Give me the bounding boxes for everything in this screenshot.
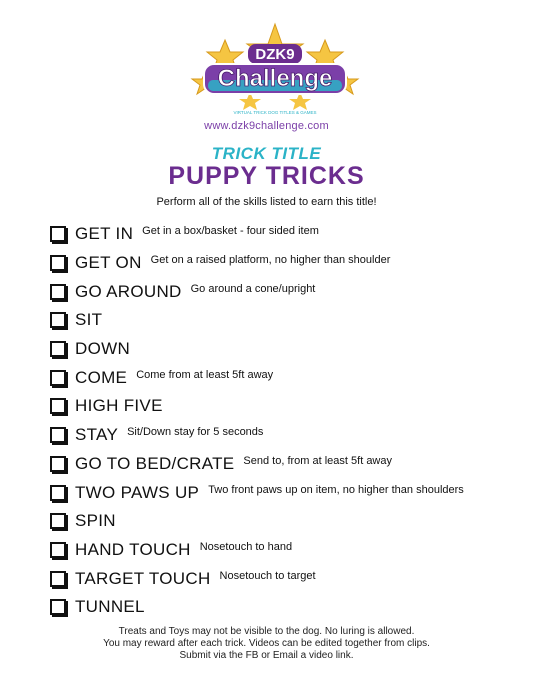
checkbox-icon[interactable] xyxy=(50,284,66,300)
skill-name: HAND TOUCH xyxy=(75,539,191,559)
skill-item-high-five xyxy=(50,392,520,421)
website-url[interactable]: www.dzk9challenge.com xyxy=(204,120,329,132)
checkbox-icon[interactable] xyxy=(50,312,66,328)
skill-description: Two front paws up on item, no higher than shoulders xyxy=(208,483,464,496)
skill-item-come xyxy=(50,363,520,392)
skill-name: HIGH FIVE xyxy=(75,396,163,416)
skill-description: Nosetouch to hand xyxy=(199,540,293,553)
checkbox-icon[interactable] xyxy=(50,341,66,357)
skill-item-go-around xyxy=(50,277,520,306)
skill-name: GET IN xyxy=(75,224,134,244)
skill-item-two-paws-up xyxy=(50,478,520,507)
title-kicker: TRICK TITLE xyxy=(211,144,322,163)
skill-item-go-to-bed xyxy=(50,450,520,479)
skill-name: COME xyxy=(75,367,128,387)
checkbox-icon[interactable] xyxy=(50,456,66,472)
skill-item-spin xyxy=(50,507,520,536)
skill-item-hand-touch xyxy=(50,536,520,565)
checkbox-icon[interactable] xyxy=(50,370,66,386)
skill-description: Go around a cone/upright xyxy=(190,282,316,295)
logo-graphic xyxy=(190,22,360,122)
instructions-text: Perform all of the skills listed to earn this title! xyxy=(156,196,377,208)
skill-description: Nosetouch to target xyxy=(219,569,316,582)
skills-checklist xyxy=(50,220,520,622)
skill-description: Get in a box/basket - four sided item xyxy=(142,225,319,238)
skill-item-stay xyxy=(50,421,520,450)
skill-name: TARGET TOUCH xyxy=(75,568,211,588)
checkbox-icon[interactable] xyxy=(50,398,66,414)
logo-tagline: VIRTUAL TRICK DOG TITLES & GAMES xyxy=(233,110,317,115)
dzk9-challenge-logo xyxy=(190,22,360,122)
skill-name: GET ON xyxy=(75,253,142,273)
skill-name: GO TO BED/CRATE xyxy=(75,453,235,473)
checkbox-icon[interactable] xyxy=(50,542,66,558)
footer-line: Submit via the FB or Email a video link. xyxy=(179,650,354,661)
skill-description: Sit/Down stay for 5 seconds xyxy=(127,426,264,439)
footer-line: Treats and Toys may not be visible to the dog. No luring is allowed. xyxy=(118,626,415,637)
checkbox-icon[interactable] xyxy=(50,599,66,615)
logo-top-text: DZK9 xyxy=(255,46,295,63)
footer-notes xyxy=(0,626,533,662)
skill-item-get-in xyxy=(50,220,520,249)
skill-name: SIT xyxy=(75,310,103,330)
skill-name: TWO PAWS UP xyxy=(75,482,200,502)
checkbox-icon[interactable] xyxy=(50,513,66,529)
logo-main-text: Challenge xyxy=(217,65,333,92)
checkbox-icon[interactable] xyxy=(50,427,66,443)
skill-name: DOWN xyxy=(75,339,131,359)
checkbox-icon[interactable] xyxy=(50,255,66,271)
skill-item-tunnel xyxy=(50,593,520,622)
skill-description: Come from at least 5ft away xyxy=(136,368,274,381)
checkbox-icon[interactable] xyxy=(50,485,66,501)
skill-name: STAY xyxy=(75,425,119,445)
skill-item-down xyxy=(50,335,520,364)
skill-item-sit xyxy=(50,306,520,335)
skill-item-target-touch xyxy=(50,564,520,593)
footer-line: You may reward after each trick. Videos can be edited together from clips. xyxy=(103,638,430,649)
checkbox-icon[interactable] xyxy=(50,571,66,587)
skill-description: Get on a raised platform, no higher than shoulder xyxy=(150,254,391,267)
page-title: PUPPY TRICKS xyxy=(168,162,365,190)
skill-description: Send to, from at least 5ft away xyxy=(243,454,392,467)
skill-item-get-on xyxy=(50,249,520,278)
skill-name: GO AROUND xyxy=(75,281,182,301)
skill-name: SPIN xyxy=(75,511,116,531)
checkbox-icon[interactable] xyxy=(50,226,66,242)
skill-name: TUNNEL xyxy=(75,597,145,617)
